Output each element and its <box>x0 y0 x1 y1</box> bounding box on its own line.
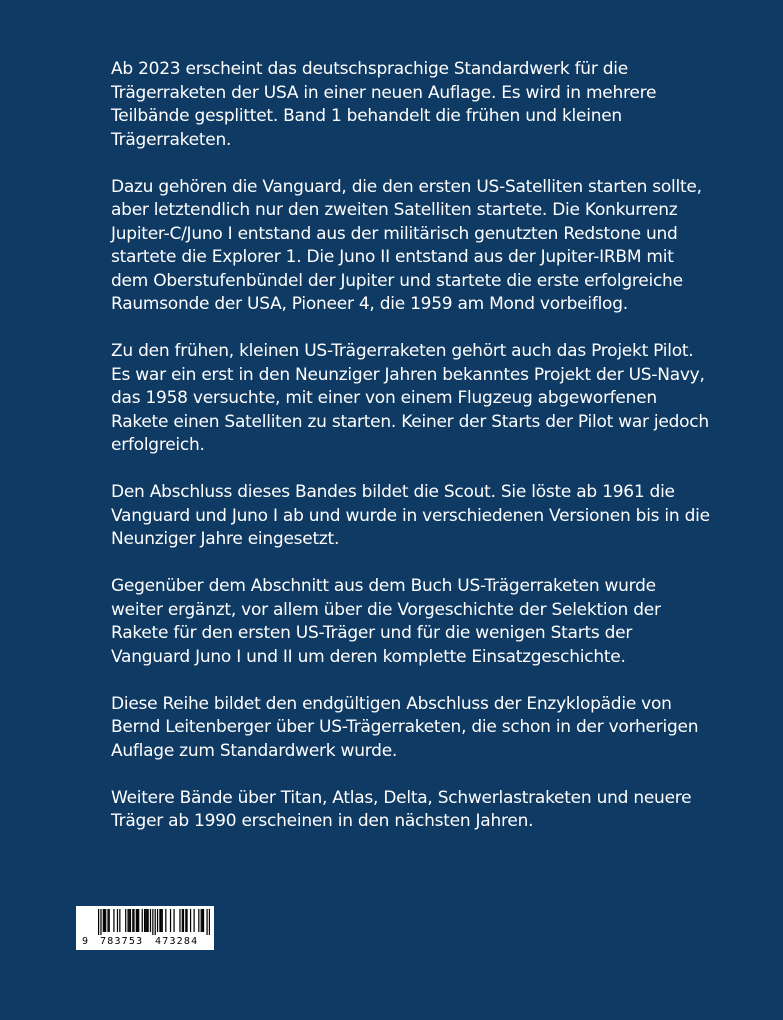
barcode-digits <box>76 935 214 949</box>
barcode-bar <box>119 909 120 932</box>
blurb-paragraph-2: Dazu gehören die Vanguard, die den ersten US-Satelliten starten sollte, aber letztendlich nur den zweiten Satelliten startete. Die Konkurrenz Jupiter-C/Juno I entstand aus der militärisch genutzten Redstone und startete die Explorer 1. Die Juno II entstand aus der Jupiter-IRBM mit dem Oberstufenbündel der Jupiter und startete die erste erfolgreiche Raumsonde der USA, Pioneer 4, die 1959 am Mond vorbeiflog. <box>111 176 702 314</box>
barcode-bars <box>98 909 210 935</box>
barcode-bar <box>104 909 105 932</box>
barcode-bar <box>206 909 207 935</box>
barcode-bar <box>203 909 204 932</box>
barcode-bar <box>145 909 146 932</box>
barcode-bar <box>193 909 194 932</box>
barcode-bar <box>186 909 187 932</box>
barcode-bar <box>152 909 153 935</box>
barcode-bar <box>165 909 166 932</box>
barcode-bar <box>146 909 147 932</box>
barcode-bar <box>185 909 186 932</box>
blurb-paragraph-7: Weitere Bände über Titan, Atlas, Delta, Schwerlastraketen und neuere Träger ab 1990 erscheinen in den nächsten Jahren. <box>111 787 692 831</box>
barcode-bar <box>142 909 143 932</box>
barcode-first-digit: 9 <box>82 936 89 947</box>
blurb-paragraph-3: Zu den frühen, kleinen US-Trägerraketen gehört auch das Projekt Pilot. Es war ein erst in den Neunziger Jahren bekanntes Projekt der US-Navy, das 1958 versuchte, mit einer von einem Flugzeug abgeworfenen Rakete einen Satelliten zu starten. Keiner der Starts der Pilot war jedoch erfolgreich. <box>111 341 709 455</box>
barcode-bar <box>183 909 184 932</box>
barcode-right-group: 473284 <box>155 936 199 947</box>
barcode-bar <box>129 909 130 932</box>
barcode-bar <box>170 909 171 932</box>
blurb-paragraph-5: Gegenüber dem Abschnitt aus dem Buch US-Trägerraketen wurde weiter ergänzt, vor allem über die Vorgeschichte der Selektion der Rakete für den ersten US-Träger und für die wenigen Starts der Vanguard Juno I und II um deren komplette Einsatzgeschichte. <box>111 576 661 667</box>
barcode-bar <box>150 909 151 932</box>
barcode-bar <box>137 909 138 932</box>
barcode-bar <box>160 909 161 932</box>
barcode-bar <box>98 909 99 935</box>
barcode-bar <box>198 909 199 932</box>
barcode-bar <box>190 909 191 932</box>
barcode-bar <box>125 909 126 932</box>
barcode-bar <box>155 909 156 935</box>
barcode-bar <box>107 909 108 932</box>
barcode-left-group: 783753 <box>100 936 144 947</box>
barcode-bar <box>132 909 133 932</box>
isbn-barcode <box>76 906 214 950</box>
barcode-bar <box>113 909 114 932</box>
barcode-bar <box>109 909 110 932</box>
barcode-bar <box>148 909 149 932</box>
barcode-bar <box>117 909 118 932</box>
blurb-paragraph-4: Den Abschluss dieses Bandes bildet die Scout. Sie löste ab 1961 die Vanguard und Juno I ab und wurde in verschiedenen Versionen bis in die Neunziger Jahre eingesetzt. <box>111 482 710 549</box>
barcode-bar <box>179 909 180 932</box>
barcode-bar <box>130 909 131 932</box>
barcode-bar <box>127 909 128 932</box>
barcode-bar <box>144 909 145 932</box>
barcode-bar <box>202 909 203 932</box>
blurb-paragraph-1: Ab 2023 erscheint das deutschsprachige Standardwerk für die Trägerraketen der USA in einer neuen Auflage. Es wird in mehrere Teilbände gesplittet. Band 1 behandelt die frühen und kleinen Trägerraketen. <box>111 59 657 150</box>
blurb-paragraph-6: Diese Reihe bildet den endgültigen Abschluss der Enzyklopädie von Bernd Leitenberger über US-Trägerraketen, die schon in der vorherigen Auflage zum Standardwerk wurde. <box>111 693 699 761</box>
barcode-bar <box>157 909 158 932</box>
blurb-text <box>111 58 711 857</box>
barcode-bar <box>162 909 163 932</box>
barcode-bar <box>103 909 104 932</box>
barcode-bar <box>173 909 174 932</box>
barcode-bar <box>159 909 160 932</box>
barcode-bar <box>105 909 106 932</box>
barcode-bar <box>133 909 134 932</box>
barcode-bar <box>209 909 210 935</box>
barcode-bar <box>201 909 202 932</box>
barcode-bar <box>182 909 183 932</box>
barcode-bar <box>100 909 101 935</box>
barcode-bar <box>136 909 137 932</box>
barcode-bar <box>138 909 139 932</box>
